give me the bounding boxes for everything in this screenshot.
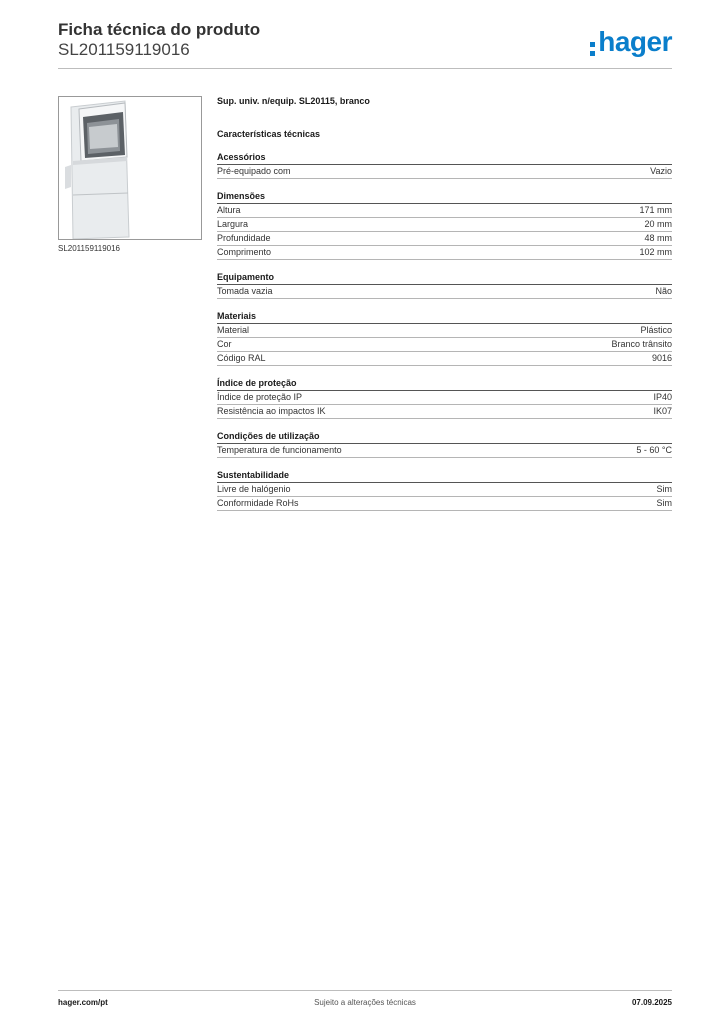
spec-label: Temperatura de funcionamento [217, 445, 342, 455]
spec-value: Sim [656, 498, 672, 508]
spec-group-title: Materiais [217, 311, 672, 324]
spec-value: 20 mm [644, 219, 672, 229]
product-illustration [59, 97, 201, 239]
image-caption: SL201159119016 [58, 244, 120, 253]
spec-row [217, 324, 672, 338]
page-header [58, 20, 672, 60]
spec-row [217, 165, 672, 179]
footer-divider [58, 990, 672, 991]
spec-value: IP40 [653, 392, 672, 402]
logo-colon-icon [590, 36, 597, 58]
logo-text: hager [598, 26, 672, 57]
spec-row [217, 246, 672, 260]
header-divider [58, 68, 672, 69]
spec-group [217, 272, 672, 299]
spec-label: Livre de halógenio [217, 484, 291, 494]
spec-value: 102 mm [639, 247, 672, 257]
spec-group [217, 378, 672, 419]
spec-group [217, 152, 672, 179]
hager-logo [590, 26, 672, 58]
spec-label: Largura [217, 219, 249, 229]
spec-group-title: Sustentabilidade [217, 470, 672, 483]
spec-row [217, 391, 672, 405]
product-image [58, 96, 202, 240]
spec-row [217, 232, 672, 246]
spec-value: Sim [656, 484, 672, 494]
spec-label: Pré-equipado com [217, 166, 291, 176]
page-title: Ficha técnica do produto [58, 20, 261, 39]
spec-group [217, 470, 672, 511]
spec-group-title: Equipamento [217, 272, 672, 285]
spec-row [217, 483, 672, 497]
spec-group-title: Índice de proteção [217, 378, 672, 391]
spec-label: Material [217, 325, 250, 335]
spec-value: Plástico [640, 325, 672, 335]
spec-value: 171 mm [639, 205, 672, 215]
spec-label: Profundidade [217, 233, 271, 243]
footer-website: hager.com/pt [58, 998, 108, 1007]
footer-notice: Sujeito a alterações técnicas [314, 998, 416, 1007]
spec-group-title: Dimensões [217, 191, 672, 204]
spec-label: Altura [217, 205, 241, 215]
spec-group-title: Acessórios [217, 152, 672, 165]
spec-group [217, 431, 672, 458]
spec-label: Resistência ao impactos IK [217, 406, 326, 416]
spec-group [217, 191, 672, 260]
spec-value: 9016 [651, 353, 672, 363]
spec-groups [217, 152, 672, 511]
spec-group-title: Condições de utilização [217, 431, 672, 444]
spec-row [217, 218, 672, 232]
spec-label: Tomada vazia [217, 286, 273, 296]
spec-value: Não [655, 286, 672, 296]
spec-label: Índice de proteção IP [217, 392, 303, 402]
spec-row [217, 204, 672, 218]
spec-group [217, 311, 672, 366]
spec-row [217, 405, 672, 419]
spec-value: 48 mm [644, 233, 672, 243]
product-code: SL201159119016 [58, 40, 190, 59]
technical-characteristics-heading: Características técnicas [217, 129, 321, 139]
spec-row [217, 497, 672, 511]
footer-date: 07.09.2025 [631, 998, 672, 1007]
spec-value: Branco trânsito [611, 339, 672, 349]
spec-label: Cor [217, 339, 232, 349]
spec-row [217, 338, 672, 352]
spec-value: IK07 [653, 406, 672, 416]
product-details [217, 96, 672, 511]
spec-label: Código RAL [217, 353, 266, 363]
spec-label: Conformidade RoHs [217, 498, 299, 508]
spec-row [217, 285, 672, 299]
spec-row [217, 444, 672, 458]
product-name: Sup. univ. n/equip. SL20115, branco [217, 96, 370, 106]
spec-value: Vazio [650, 166, 672, 176]
spec-row [217, 352, 672, 366]
spec-label: Comprimento [217, 247, 272, 257]
spec-value: 5 - 60 °C [636, 445, 672, 455]
